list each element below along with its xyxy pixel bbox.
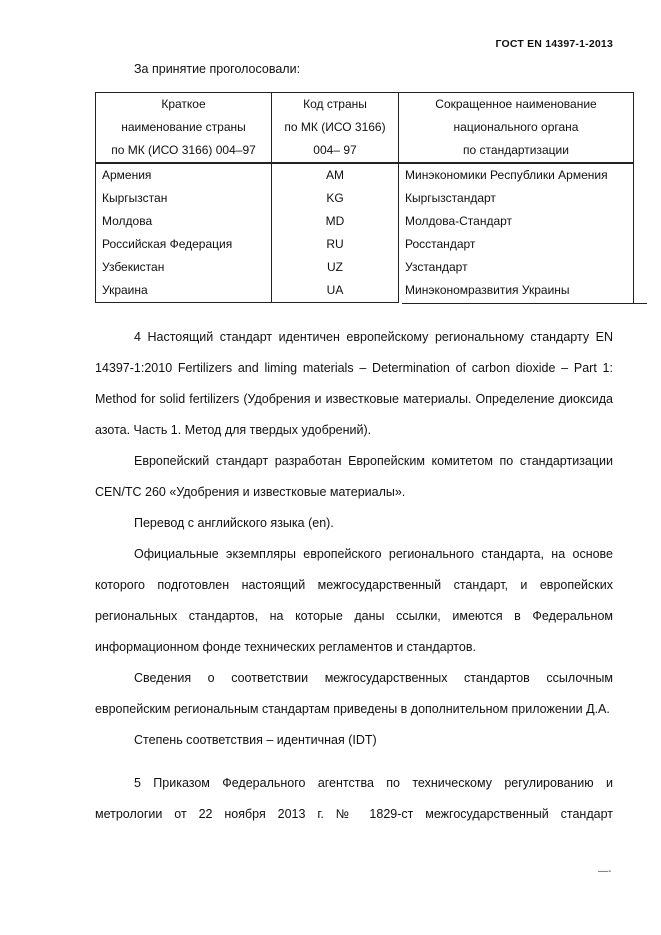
standards-body: Кыргызстандарт bbox=[399, 187, 634, 210]
standards-body: Узстандарт bbox=[399, 256, 634, 279]
country-code: KG bbox=[272, 187, 399, 210]
standards-body: Минэкономразвития Украины bbox=[399, 279, 634, 303]
country-name: Кыргызстан bbox=[96, 187, 272, 210]
paragraph-official-copies: Официальные экземпляры европейского регионального стандарта, на основе которого подготовлен настоящий межгосударственный стандарт, и европейских региональных стандартов, на которые даны ссылки, имеются в Федеральном информационном фонде технических регламентов и стандартов. bbox=[95, 547, 613, 654]
table-row bbox=[96, 210, 634, 233]
table-row bbox=[96, 233, 634, 256]
header-country-name: Краткое наименование страны по МК (ИСО 3166) 004–97 bbox=[96, 93, 272, 164]
paragraph-correspondence: Сведения о соответствии межгосударственных стандартов ссылочным европейским региональным стандартам приведены в дополнительном приложении Д.А. bbox=[95, 671, 613, 716]
standards-body: Минэкономики Республики Армения bbox=[399, 163, 634, 187]
country-code: AM bbox=[272, 163, 399, 187]
country-code: UA bbox=[272, 279, 399, 303]
standards-body: Молдова-Стандарт bbox=[399, 210, 634, 233]
document-body bbox=[95, 322, 613, 830]
paragraph-order: 5 Приказом Федерального агентства по техническому регулированию и метрологии от 22 ноября 2013 г. № 1829-ст межгосударственный стандарт bbox=[95, 776, 613, 821]
country-code: MD bbox=[272, 210, 399, 233]
table-bottom-rule bbox=[402, 303, 647, 304]
voting-table bbox=[95, 92, 634, 303]
country-code: RU bbox=[272, 233, 399, 256]
table-row bbox=[96, 256, 634, 279]
country-name: Украина bbox=[96, 279, 272, 303]
paragraph-developer: Европейский стандарт разработан Европейским комитетом по стандартизации CEN/TC 260 «Удобрения и известковые материалы». bbox=[95, 454, 613, 499]
country-name: Узбекистан bbox=[96, 256, 272, 279]
paragraph-identity: 4 Настоящий стандарт идентичен европейскому региональному стандарту EN 14397-1:2010 Fertilizers and liming materials – Determination of carbon dioxide – Part 1: Method for solid fertilizers (Удобрения и известковые материалы. Определение диоксида азота. Часть 1. Метод для твердых удобрений). bbox=[95, 330, 613, 437]
paragraph-degree: Степень соответствия – идентичная (IDT) bbox=[134, 733, 377, 747]
voting-intro: За принятие проголосовали: bbox=[134, 62, 301, 76]
country-name: Армения bbox=[96, 163, 272, 187]
header-standards-body: Сокращенное наименование национального органа по стандартизации bbox=[399, 93, 634, 164]
table-row bbox=[96, 279, 634, 303]
country-name: Российская Федерация bbox=[96, 233, 272, 256]
paragraph-translation: Перевод с английского языка (en). bbox=[134, 516, 334, 530]
document-code: ГОСТ EN 14397-1-2013 bbox=[495, 38, 613, 50]
standards-body: Росстандарт bbox=[399, 233, 634, 256]
table-header-row bbox=[96, 93, 634, 164]
table-row bbox=[96, 187, 634, 210]
table-row bbox=[96, 163, 634, 187]
header-country-code: Код страны по МК (ИСО 3166) 004– 97 bbox=[272, 93, 399, 164]
country-code: UZ bbox=[272, 256, 399, 279]
page-continuation-mark: —- bbox=[598, 866, 612, 877]
country-name: Молдова bbox=[96, 210, 272, 233]
